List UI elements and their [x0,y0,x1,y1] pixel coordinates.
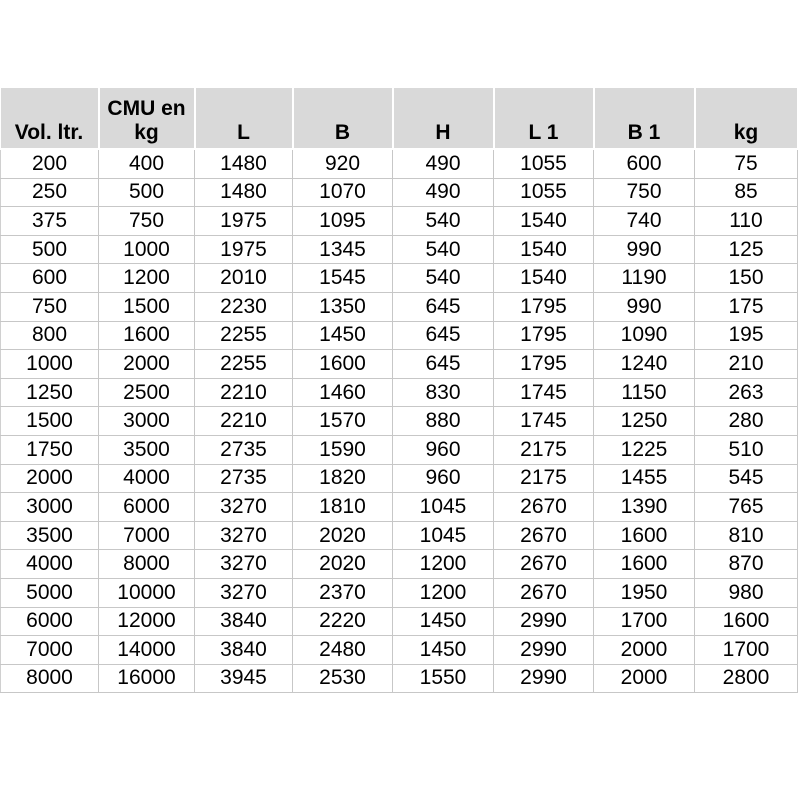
table-body [1,149,798,693]
cell-width: 2370 [293,578,393,607]
header-length-1: L 1 [494,88,594,149]
specifications-table [0,88,799,693]
cell-cmu-kg: 400 [99,149,195,178]
cell-width-1: 1225 [594,435,695,464]
cell-volume-liters: 750 [1,292,99,321]
cell-weight-kg: 2800 [695,664,798,693]
cell-length: 1480 [195,178,293,207]
table-row [1,292,798,321]
cell-weight-kg: 280 [695,407,798,436]
cell-width: 2480 [293,636,393,665]
table-row [1,664,798,693]
cell-length: 3270 [195,550,293,579]
cell-length: 3270 [195,521,293,550]
table-row [1,264,798,293]
cell-cmu-kg: 12000 [99,607,195,636]
cell-width: 1810 [293,493,393,522]
cell-length: 2735 [195,435,293,464]
cell-height: 1550 [393,664,494,693]
cell-weight-kg: 263 [695,378,798,407]
cell-width-1: 1390 [594,493,695,522]
cell-width: 1590 [293,435,393,464]
cell-weight-kg: 150 [695,264,798,293]
cell-height: 645 [393,321,494,350]
cell-length-1: 1540 [494,207,594,236]
cell-weight-kg: 85 [695,178,798,207]
cell-weight-kg: 125 [695,235,798,264]
cell-width-1: 1190 [594,264,695,293]
cell-length-1: 1540 [494,235,594,264]
cell-volume-liters: 800 [1,321,99,350]
cell-height: 1045 [393,521,494,550]
cell-length-1: 2670 [494,521,594,550]
cell-length-1: 2670 [494,493,594,522]
cell-width: 1820 [293,464,393,493]
cell-height: 880 [393,407,494,436]
cell-height: 960 [393,464,494,493]
header-volume-liters: Vol. ltr. [1,88,99,149]
cell-width-1: 1240 [594,350,695,379]
header-length: L [195,88,293,149]
cell-weight-kg: 870 [695,550,798,579]
cell-length-1: 1795 [494,350,594,379]
cell-width: 2020 [293,550,393,579]
cell-length: 2735 [195,464,293,493]
cell-height: 1450 [393,636,494,665]
cell-length: 2255 [195,321,293,350]
cell-cmu-kg: 14000 [99,636,195,665]
table-header [1,88,798,149]
cell-weight-kg: 175 [695,292,798,321]
cell-length: 3270 [195,578,293,607]
cell-volume-liters: 4000 [1,550,99,579]
cell-cmu-kg: 1000 [99,235,195,264]
cell-width: 1600 [293,350,393,379]
cell-width: 2530 [293,664,393,693]
cell-cmu-kg: 7000 [99,521,195,550]
cell-width: 1570 [293,407,393,436]
cell-length-1: 2175 [494,435,594,464]
cell-height: 1200 [393,550,494,579]
cell-volume-liters: 5000 [1,578,99,607]
cell-width-1: 1090 [594,321,695,350]
cell-length: 2210 [195,407,293,436]
cell-width-1: 740 [594,207,695,236]
cell-width: 1545 [293,264,393,293]
cell-length: 2010 [195,264,293,293]
table-row [1,550,798,579]
cell-length: 3270 [195,493,293,522]
cell-length: 2210 [195,378,293,407]
cell-cmu-kg: 750 [99,207,195,236]
cell-width: 1095 [293,207,393,236]
cell-width-1: 990 [594,235,695,264]
cell-weight-kg: 1600 [695,607,798,636]
cell-length-1: 1795 [494,321,594,350]
header-width: B [293,88,393,149]
cell-length-1: 2670 [494,550,594,579]
table-row [1,149,798,178]
cell-height: 645 [393,350,494,379]
table-row [1,578,798,607]
cell-volume-liters: 600 [1,264,99,293]
cell-height: 1045 [393,493,494,522]
cell-cmu-kg: 3500 [99,435,195,464]
cell-length: 1975 [195,235,293,264]
cell-cmu-kg: 2500 [99,378,195,407]
cell-length: 1975 [195,207,293,236]
table-row [1,607,798,636]
table-row [1,378,798,407]
header-weight-kg: kg [695,88,798,149]
cell-length-1: 1055 [494,178,594,207]
table-row [1,521,798,550]
cell-volume-liters: 1250 [1,378,99,407]
cell-width-1: 1455 [594,464,695,493]
cell-width-1: 1600 [594,521,695,550]
cell-weight-kg: 980 [695,578,798,607]
cell-length-1: 2990 [494,607,594,636]
cell-width: 1350 [293,292,393,321]
header-cmu-kg: CMU en kg [99,88,195,149]
cell-cmu-kg: 1600 [99,321,195,350]
table-row [1,464,798,493]
cell-volume-liters: 6000 [1,607,99,636]
cell-volume-liters: 250 [1,178,99,207]
cell-volume-liters: 2000 [1,464,99,493]
cell-volume-liters: 1000 [1,350,99,379]
table-row [1,350,798,379]
cell-cmu-kg: 8000 [99,550,195,579]
cell-cmu-kg: 10000 [99,578,195,607]
table-row [1,636,798,665]
cell-length: 3945 [195,664,293,693]
cell-width: 1450 [293,321,393,350]
cell-width-1: 1250 [594,407,695,436]
cell-width-1: 2000 [594,636,695,665]
cell-width: 1070 [293,178,393,207]
cell-width: 2220 [293,607,393,636]
cell-width: 2020 [293,521,393,550]
cell-weight-kg: 195 [695,321,798,350]
cell-cmu-kg: 2000 [99,350,195,379]
table-row [1,321,798,350]
header-row [1,88,798,149]
cell-width-1: 1950 [594,578,695,607]
cell-width-1: 1150 [594,378,695,407]
cell-width: 1345 [293,235,393,264]
cell-weight-kg: 510 [695,435,798,464]
cell-cmu-kg: 500 [99,178,195,207]
cell-volume-liters: 500 [1,235,99,264]
cell-height: 490 [393,178,494,207]
cell-height: 490 [393,149,494,178]
cell-weight-kg: 810 [695,521,798,550]
cell-cmu-kg: 3000 [99,407,195,436]
cell-length: 2230 [195,292,293,321]
cell-length-1: 1795 [494,292,594,321]
cell-volume-liters: 200 [1,149,99,178]
cell-weight-kg: 545 [695,464,798,493]
cell-cmu-kg: 16000 [99,664,195,693]
cell-height: 540 [393,235,494,264]
cell-volume-liters: 3000 [1,493,99,522]
cell-weight-kg: 210 [695,350,798,379]
cell-length-1: 2670 [494,578,594,607]
cell-height: 540 [393,207,494,236]
cell-height: 1450 [393,607,494,636]
cell-length-1: 2990 [494,664,594,693]
cell-volume-liters: 375 [1,207,99,236]
cell-width-1: 1600 [594,550,695,579]
table-row [1,407,798,436]
cell-length-1: 2175 [494,464,594,493]
cell-length: 3840 [195,607,293,636]
cell-height: 1200 [393,578,494,607]
cell-length: 1480 [195,149,293,178]
cell-height: 645 [393,292,494,321]
cell-length: 3840 [195,636,293,665]
cell-volume-liters: 8000 [1,664,99,693]
cell-weight-kg: 110 [695,207,798,236]
cell-cmu-kg: 1200 [99,264,195,293]
cell-width-1: 600 [594,149,695,178]
table-row [1,235,798,264]
cell-height: 960 [393,435,494,464]
cell-weight-kg: 75 [695,149,798,178]
cell-cmu-kg: 6000 [99,493,195,522]
cell-height: 830 [393,378,494,407]
specifications-table-container [0,88,797,693]
cell-width-1: 750 [594,178,695,207]
cell-weight-kg: 1700 [695,636,798,665]
table-row [1,207,798,236]
table-row [1,435,798,464]
header-height: H [393,88,494,149]
cell-volume-liters: 1750 [1,435,99,464]
cell-length: 2255 [195,350,293,379]
cell-cmu-kg: 4000 [99,464,195,493]
cell-height: 540 [393,264,494,293]
cell-volume-liters: 1500 [1,407,99,436]
cell-length-1: 1055 [494,149,594,178]
cell-volume-liters: 7000 [1,636,99,665]
table-row [1,493,798,522]
cell-width: 1460 [293,378,393,407]
cell-width-1: 2000 [594,664,695,693]
cell-length-1: 1540 [494,264,594,293]
cell-cmu-kg: 1500 [99,292,195,321]
cell-length-1: 1745 [494,407,594,436]
cell-weight-kg: 765 [695,493,798,522]
cell-width-1: 1700 [594,607,695,636]
table-row [1,178,798,207]
header-width-1: B 1 [594,88,695,149]
cell-width: 920 [293,149,393,178]
cell-volume-liters: 3500 [1,521,99,550]
cell-length-1: 2990 [494,636,594,665]
cell-width-1: 990 [594,292,695,321]
cell-length-1: 1745 [494,378,594,407]
